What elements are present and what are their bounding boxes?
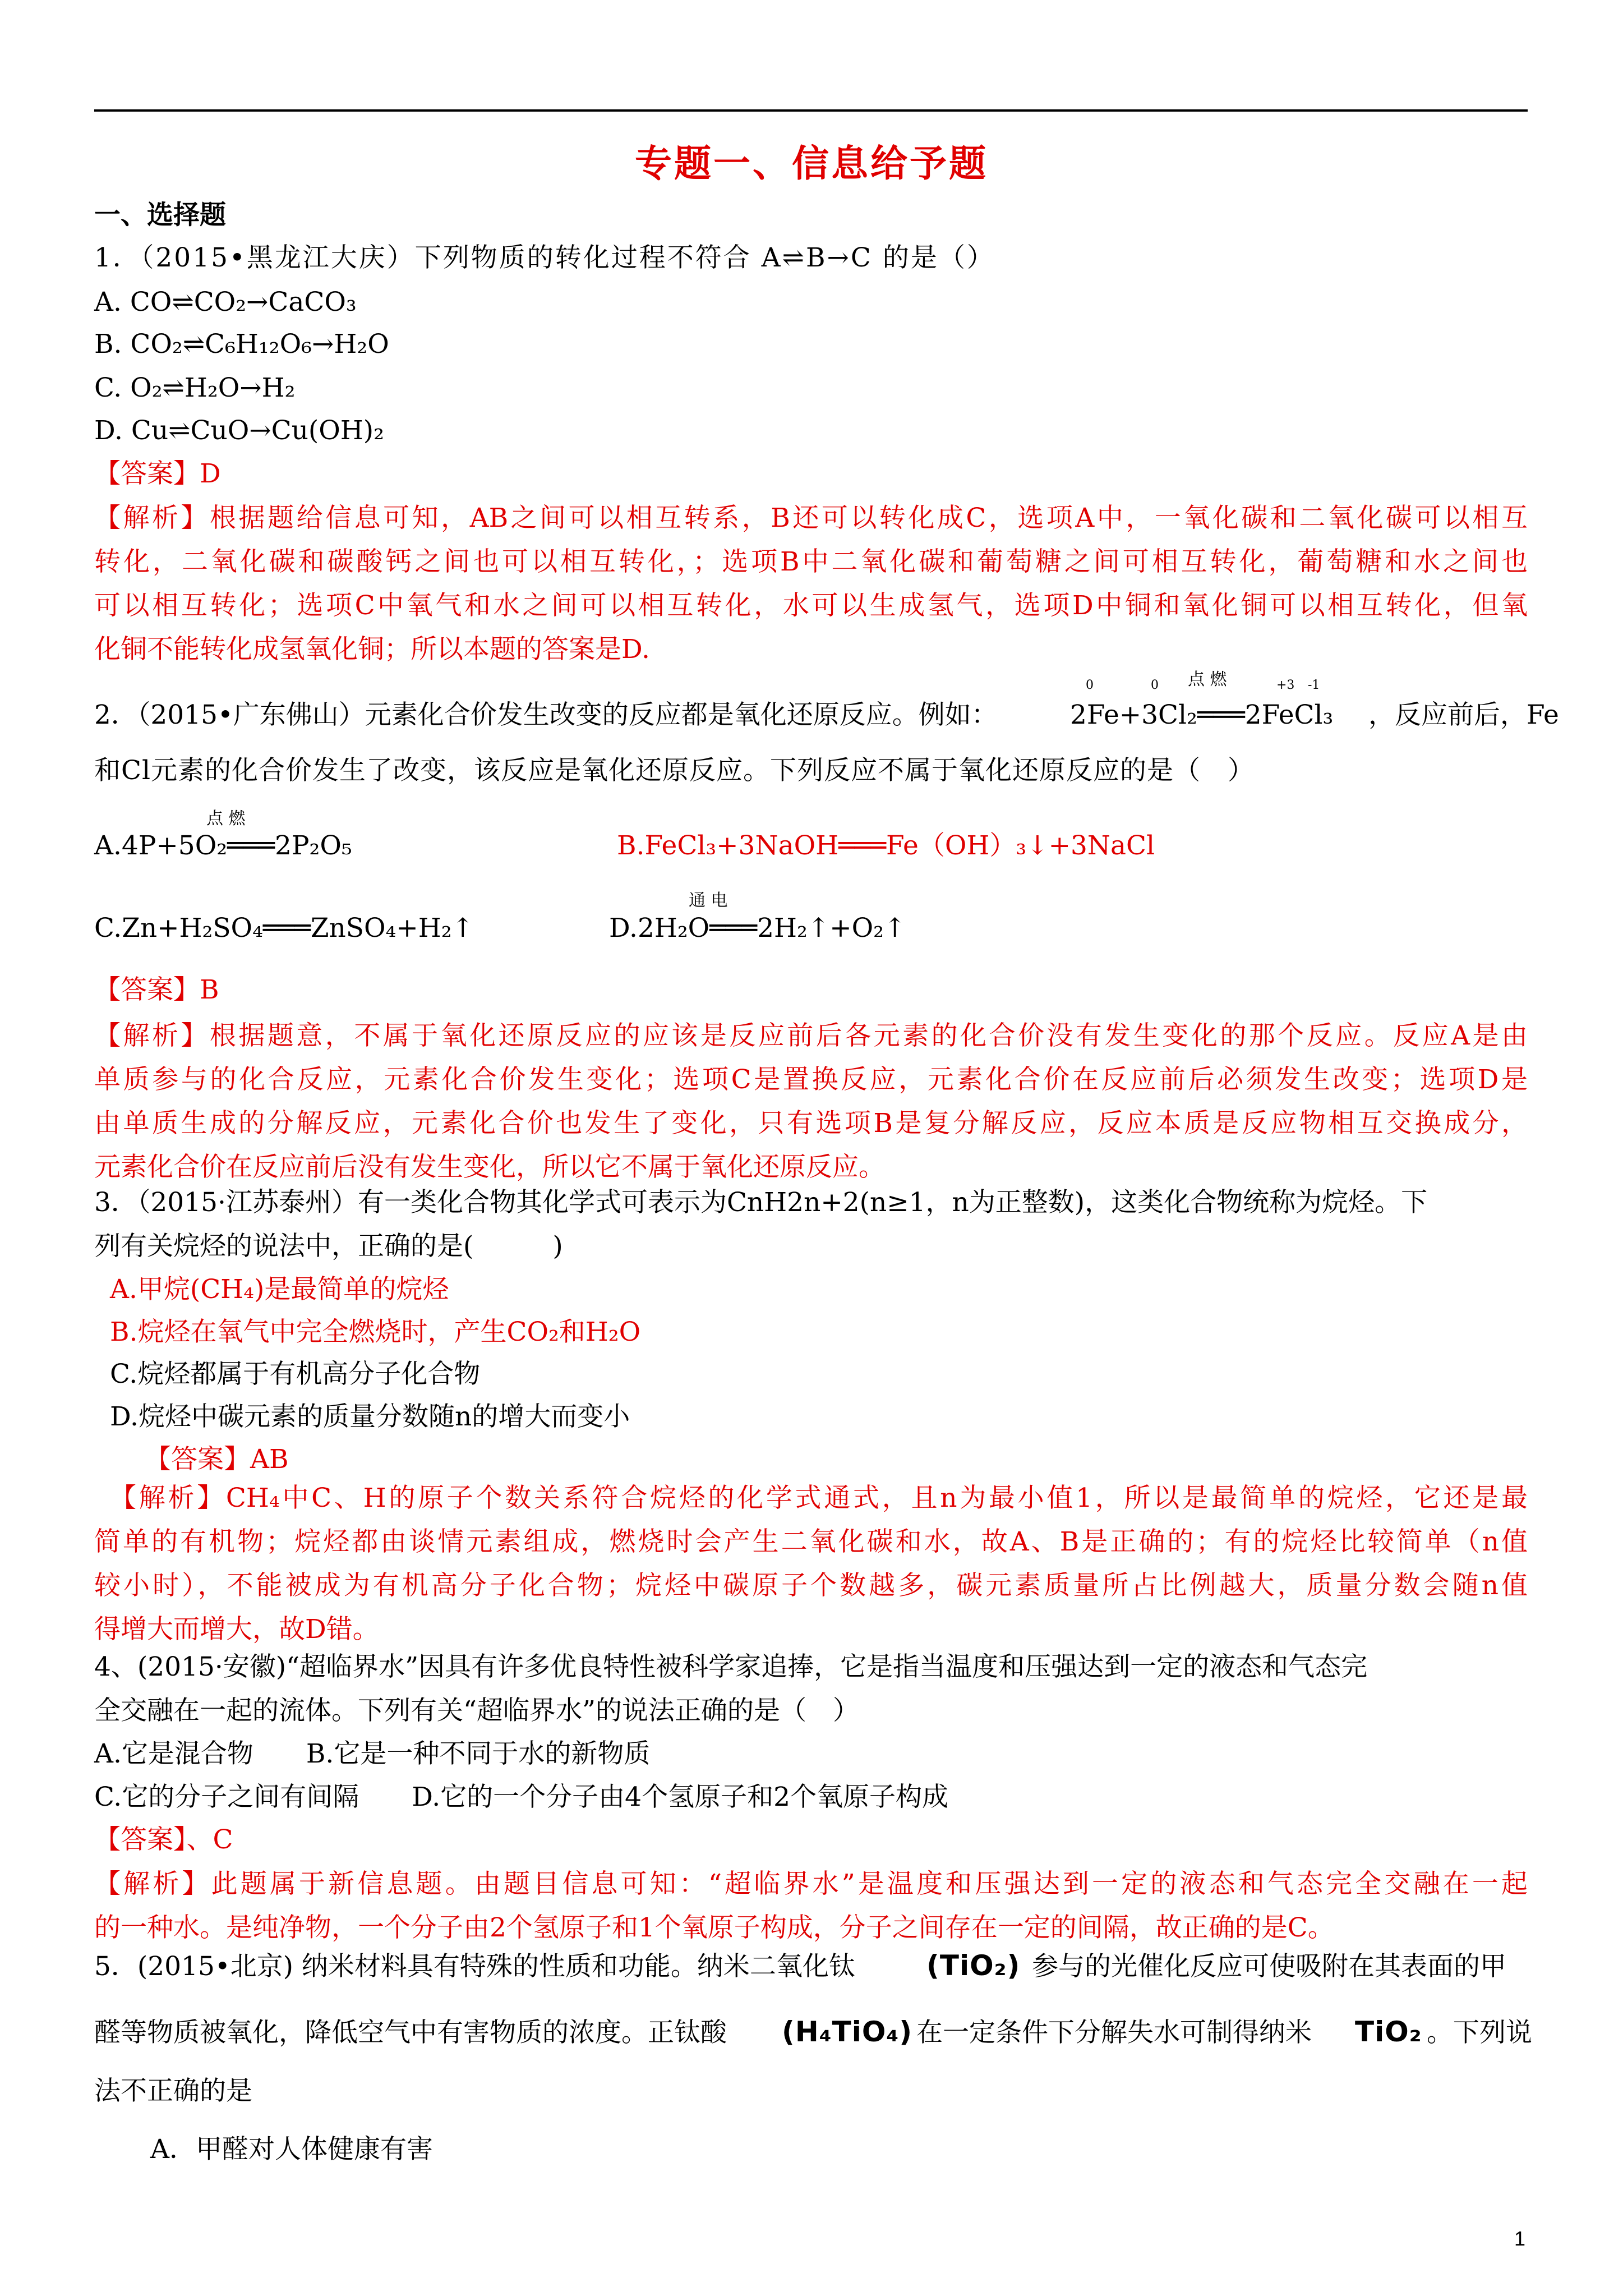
q1-option-b: B. CO₂⇌C₆H₁₂O₆→H₂O [94, 329, 389, 360]
q1-answer: 【答案】D [94, 458, 221, 489]
q1-analysis-line-2: 转化，二氧化碳和碳酸钙之间也可以相互转化，；选项B中二氧化碳和葡萄糖之间可相互转化，葡萄糖和水之间也 [94, 546, 1528, 577]
q2-oxidation-fe3: +3 [1276, 678, 1295, 692]
q4-answer: 【答案】、C [94, 1824, 233, 1855]
q5-tio2-formula-2: TiO₂ [1355, 2016, 1422, 2048]
q4-analysis-line-2: 的一种水。是纯净物，一个分子由2个氢原子和1个氧原子构成，分子之间存在一定的间隔，故正确的是C。 [94, 1912, 1334, 1943]
q4-analysis-line-1: 【解析】此题属于新信息题。由题目信息可知：“超临界水”是温度和压强达到一定的液态和气态完全交融在一起 [94, 1869, 1528, 1899]
q5-stem-line-2-end: 。下列说 [1427, 2017, 1532, 2048]
q4-stem-line-2: 全交融在一起的流体。下列有关“超临界水”的说法正确的是（ ） [94, 1695, 860, 1726]
q2-option-b: B.FeCl₃+3NaOH═══Fe（OH）₃↓+3NaCl [617, 830, 1155, 861]
q3-option-d: D.烷烃中碳元素的质量分数随n的增大而变小 [110, 1401, 630, 1432]
q5-stem-line-1-intro: 5．(2015•北京) 纳米材料具有特殊的性质和功能。纳米二氧化钛 [94, 1951, 855, 1982]
q2-option-a-condition: 点 燃 [206, 809, 246, 829]
q2-analysis-line-4: 元素化合价在反应前后没有发生变化，所以它不属于氧化还原反应。 [94, 1152, 885, 1182]
q2-oxidation-cl: 0 [1151, 678, 1159, 692]
q1-analysis-line-3: 可以相互转化；选项C中氧气和水之间可以相互转化，水可以生成氢气，选项D中铜和氧化铜可以相互转化，但氧 [94, 590, 1528, 621]
header-rule [94, 109, 1528, 112]
q3-stem-line-2: 列有关烷烃的说法中，正确的是( ) [94, 1231, 563, 1262]
q5-option-a: A．甲醛对人体健康有害 [150, 2134, 433, 2165]
q1-option-d: D. Cu⇌CuO→Cu(OH)₂ [94, 415, 384, 446]
q5-stem-line-2-mid: 在一定条件下分解失水可制得纳米 [916, 2017, 1312, 2048]
q3-analysis-line-4: 得增大而增大，故D错。 [94, 1614, 379, 1645]
q5-stem-line-3: 法不正确的是 [94, 2076, 252, 2106]
q3-option-a: A.甲烷(CH₄)是最简单的烷烃 [110, 1274, 449, 1305]
q2-example-equation: 2Fe+3Cl₂═══2FeCl₃ [1070, 700, 1334, 730]
q1-option-a: A. CO⇌CO₂→CaCO₃ [94, 287, 357, 318]
q3-answer: 【答案】AB [145, 1444, 289, 1475]
q5-tio2-formula: (TiO₂) [926, 1949, 1021, 1982]
q5-h4tio4-formula: (H₄TiO₄) [782, 2016, 913, 2048]
q1-option-c: C. O₂⇌H₂O→H₂ [94, 372, 296, 403]
q2-option-a: A.4P+5O₂═══2P₂O₅ [94, 830, 352, 861]
q2-oxidation-cl1: -1 [1308, 678, 1320, 692]
q5-stem-line-1-rest: 参与的光催化反应可使吸附在其表面的甲 [1032, 1951, 1506, 1982]
q4-options-ab: A.它是混合物 B.它是一种不同于水的新物质 [94, 1738, 651, 1769]
q3-option-b: B.烷烃在氧气中完全燃烧时，产生CO₂和H₂O [110, 1317, 641, 1347]
q2-analysis-line-1: 【解析】根据题意，不属于氧化还原反应的应该是反应前后各元素的化合价没有发生变化的那个反应。反应A是由 [94, 1020, 1528, 1051]
q2-option-d: D.2H₂O═══2H₂↑+O₂↑ [609, 913, 906, 944]
q3-stem-line-1: 3．（2015·江苏泰州）有一类化合物其化学式可表示为CnH2n+2(n≥1，n为正整数)，这类化合物统称为烷烃。下 [94, 1187, 1428, 1218]
q4-options-cd: C.它的分子之间有间隔 D.它的一个分子由4个氢原子和2个氧原子构成 [94, 1782, 948, 1812]
q3-analysis-line-2: 简单的有机物；烷烃都由谈情元素组成，燃烧时会产生二氧化碳和水，故A、B是正确的；有的烷烃比较简单（n值 [94, 1526, 1528, 1557]
q5-stem-line-2-intro: 醛等物质被氧化，降低空气中有害物质的浓度。正钛酸 [94, 2017, 727, 2048]
q2-stem-line-2: 和Cl元素的化合价发生了改变，该反应是氧化还原反应。下列反应不属于氧化还原反应的是（ ） [94, 755, 1255, 786]
q2-stem-intro: 2．（2015•广东佛山）元素化合价发生改变的反应都是氧化还原反应。例如： [94, 700, 998, 730]
q3-analysis-line-3: 较小时），不能被成为有机高分子化合物；烷烃中碳原子个数越多，碳元素质量所占比例越大，质量分数会随n值 [94, 1570, 1528, 1601]
page-number: 1 [1514, 2227, 1526, 2250]
q2-option-d-condition: 通 电 [689, 891, 728, 910]
q2-oxidation-fe: 0 [1086, 678, 1094, 692]
q2-condition-burn: 点 燃 [1188, 670, 1227, 689]
q2-stem-after-equation: ，反应前后，Fe [1368, 700, 1559, 730]
q3-option-c: C.烷烃都属于有机高分子化合物 [110, 1359, 481, 1389]
page-title: 专题一、信息给予题 [635, 142, 988, 185]
q2-option-c: C.Zn+H₂SO₄═══ZnSO₄+H₂↑ [94, 913, 474, 944]
q1-stem: 1．（2015•黑龙江大庆）下列物质的转化过程不符合 A⇌B→C 的是（） [94, 242, 995, 273]
q2-analysis-line-2: 单质参与的化合反应，元素化合价发生变化；选项C是置换反应，元素化合价在反应前后必须发生改变；选项D是 [94, 1064, 1528, 1095]
q2-analysis-line-3: 由单质生成的分解反应，元素化合价也发生了变化，只有选项B是复分解反应，反应本质是反应物相互交换成分， [94, 1108, 1528, 1139]
q4-stem-line-1: 4、(2015·安徽)“超临界水”因具有许多优良特性被科学家追捧，它是指当温度和压强达到一定的液态和气态完 [94, 1651, 1368, 1682]
q2-answer: 【答案】B [94, 974, 219, 1005]
q1-analysis-line-1: 【解析】根据题给信息可知，AB之间可以相互转系，B还可以转化成C，选项A中，一氧化碳和二氧化碳可以相互 [94, 503, 1528, 533]
q1-analysis-line-4: 化铜不能转化成氢氧化铜；所以本题的答案是D. [94, 634, 650, 665]
section-heading: 一、选择题 [94, 200, 226, 231]
q3-analysis-line-1: 【解析】CH₄中C、H的原子个数关系符合烷烃的化学式通式，且n为最小值1，所以是最简单的烷烃，它还是最 [110, 1483, 1528, 1513]
